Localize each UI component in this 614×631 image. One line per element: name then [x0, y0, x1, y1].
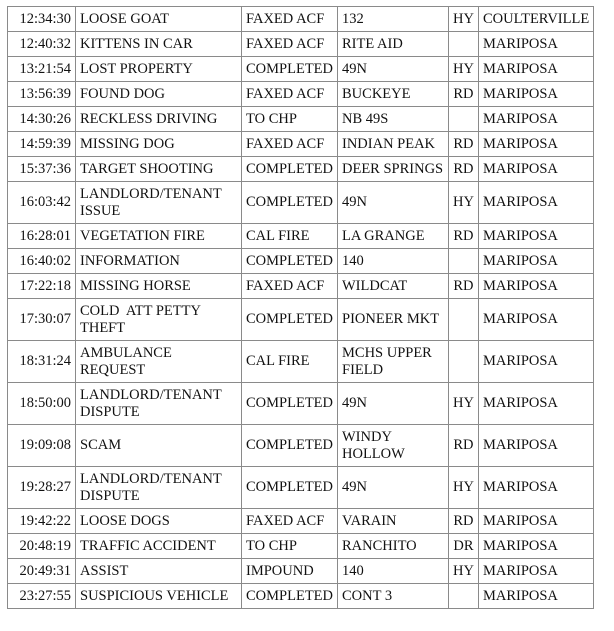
street-suffix-cell: HY: [449, 57, 479, 82]
city-cell: MARIPOSA: [478, 534, 593, 559]
time-cell: 20:49:31: [8, 559, 76, 584]
disposition-cell: CAL FIRE: [242, 341, 338, 383]
time-cell: 14:30:26: [8, 107, 76, 132]
call-type-cell: LOOSE DOGS: [76, 509, 242, 534]
city-cell: MARIPOSA: [478, 274, 593, 299]
disposition-cell: COMPLETED: [242, 383, 338, 425]
location-cell: BUCKEYE: [338, 82, 449, 107]
street-suffix-cell: [449, 299, 479, 341]
table-row: [8, 509, 594, 534]
disposition-cell: COMPLETED: [242, 425, 338, 467]
call-type-cell: LOST PROPERTY: [76, 57, 242, 82]
street-suffix-cell: [449, 341, 479, 383]
street-suffix-cell: RD: [449, 132, 479, 157]
table-row: [8, 341, 594, 383]
call-log-table: [7, 6, 594, 609]
disposition-cell: TO CHP: [242, 534, 338, 559]
call-type-cell: LANDLORD/TENANT DISPUTE: [76, 467, 242, 509]
street-suffix-cell: HY: [449, 7, 479, 32]
location-cell: WILDCAT: [338, 274, 449, 299]
city-cell: MARIPOSA: [478, 383, 593, 425]
call-type-cell: TARGET SHOOTING: [76, 157, 242, 182]
street-suffix-cell: HY: [449, 182, 479, 224]
city-cell: MARIPOSA: [478, 559, 593, 584]
call-type-cell: SCAM: [76, 425, 242, 467]
street-suffix-cell: RD: [449, 274, 479, 299]
location-cell: RANCHITO: [338, 534, 449, 559]
table-row: [8, 132, 594, 157]
call-type-cell: SUSPICIOUS VEHICLE: [76, 584, 242, 609]
time-cell: 16:28:01: [8, 224, 76, 249]
call-type-cell: LANDLORD/TENANT DISPUTE: [76, 383, 242, 425]
call-log-container: [7, 6, 594, 609]
disposition-cell: COMPLETED: [242, 299, 338, 341]
time-cell: 15:37:36: [8, 157, 76, 182]
time-cell: 13:21:54: [8, 57, 76, 82]
city-cell: MARIPOSA: [478, 509, 593, 534]
street-suffix-cell: RD: [449, 509, 479, 534]
street-suffix-cell: RD: [449, 224, 479, 249]
location-cell: INDIAN PEAK: [338, 132, 449, 157]
city-cell: MARIPOSA: [478, 57, 593, 82]
street-suffix-cell: HY: [449, 383, 479, 425]
disposition-cell: COMPLETED: [242, 157, 338, 182]
time-cell: 16:03:42: [8, 182, 76, 224]
disposition-cell: COMPLETED: [242, 584, 338, 609]
disposition-cell: CAL FIRE: [242, 224, 338, 249]
location-cell: WINDY HOLLOW: [338, 425, 449, 467]
street-suffix-cell: RD: [449, 82, 479, 107]
table-row: [8, 107, 594, 132]
disposition-cell: FAXED ACF: [242, 509, 338, 534]
city-cell: MARIPOSA: [478, 584, 593, 609]
time-cell: 12:34:30: [8, 7, 76, 32]
time-cell: 12:40:32: [8, 32, 76, 57]
city-cell: MARIPOSA: [478, 157, 593, 182]
street-suffix-cell: HY: [449, 559, 479, 584]
time-cell: 16:40:02: [8, 249, 76, 274]
call-type-cell: INFORMATION: [76, 249, 242, 274]
city-cell: MARIPOSA: [478, 224, 593, 249]
location-cell: 49N: [338, 182, 449, 224]
table-row: [8, 32, 594, 57]
table-row: [8, 467, 594, 509]
disposition-cell: FAXED ACF: [242, 274, 338, 299]
disposition-cell: FAXED ACF: [242, 32, 338, 57]
call-type-cell: MISSING HORSE: [76, 274, 242, 299]
table-row: [8, 534, 594, 559]
table-row: [8, 7, 594, 32]
disposition-cell: TO CHP: [242, 107, 338, 132]
location-cell: 49N: [338, 383, 449, 425]
street-suffix-cell: [449, 32, 479, 57]
time-cell: 18:50:00: [8, 383, 76, 425]
street-suffix-cell: [449, 584, 479, 609]
location-cell: 140: [338, 559, 449, 584]
disposition-cell: FAXED ACF: [242, 132, 338, 157]
time-cell: 19:28:27: [8, 467, 76, 509]
time-cell: 14:59:39: [8, 132, 76, 157]
street-suffix-cell: HY: [449, 467, 479, 509]
time-cell: 17:30:07: [8, 299, 76, 341]
location-cell: NB 49S: [338, 107, 449, 132]
call-type-cell: AMBULANCE REQUEST: [76, 341, 242, 383]
city-cell: MARIPOSA: [478, 341, 593, 383]
location-cell: VARAIN: [338, 509, 449, 534]
city-cell: MARIPOSA: [478, 182, 593, 224]
table-row: [8, 82, 594, 107]
street-suffix-cell: RD: [449, 157, 479, 182]
street-suffix-cell: DR: [449, 534, 479, 559]
time-cell: 17:22:18: [8, 274, 76, 299]
disposition-cell: COMPLETED: [242, 57, 338, 82]
city-cell: MARIPOSA: [478, 82, 593, 107]
call-type-cell: ASSIST: [76, 559, 242, 584]
table-row: [8, 157, 594, 182]
table-row: [8, 559, 594, 584]
table-row: [8, 224, 594, 249]
time-cell: 23:27:55: [8, 584, 76, 609]
location-cell: 140: [338, 249, 449, 274]
call-type-cell: COLD ATT PETTY THEFT: [76, 299, 242, 341]
call-type-cell: KITTENS IN CAR: [76, 32, 242, 57]
disposition-cell: COMPLETED: [242, 182, 338, 224]
call-log-body: [8, 7, 594, 609]
location-cell: DEER SPRINGS: [338, 157, 449, 182]
time-cell: 18:31:24: [8, 341, 76, 383]
location-cell: RITE AID: [338, 32, 449, 57]
time-cell: 19:42:22: [8, 509, 76, 534]
street-suffix-cell: [449, 107, 479, 132]
city-cell: COULTERVILLE: [478, 7, 593, 32]
table-row: [8, 299, 594, 341]
disposition-cell: IMPOUND: [242, 559, 338, 584]
city-cell: MARIPOSA: [478, 107, 593, 132]
call-type-cell: RECKLESS DRIVING: [76, 107, 242, 132]
disposition-cell: FAXED ACF: [242, 7, 338, 32]
disposition-cell: FAXED ACF: [242, 82, 338, 107]
table-row: [8, 57, 594, 82]
city-cell: MARIPOSA: [478, 467, 593, 509]
street-suffix-cell: [449, 249, 479, 274]
table-row: [8, 425, 594, 467]
call-type-cell: FOUND DOG: [76, 82, 242, 107]
call-type-cell: TRAFFIC ACCIDENT: [76, 534, 242, 559]
call-type-cell: VEGETATION FIRE: [76, 224, 242, 249]
time-cell: 13:56:39: [8, 82, 76, 107]
call-type-cell: MISSING DOG: [76, 132, 242, 157]
table-row: [8, 584, 594, 609]
location-cell: CONT 3: [338, 584, 449, 609]
table-row: [8, 182, 594, 224]
city-cell: MARIPOSA: [478, 32, 593, 57]
location-cell: 132: [338, 7, 449, 32]
location-cell: 49N: [338, 467, 449, 509]
city-cell: MARIPOSA: [478, 299, 593, 341]
city-cell: MARIPOSA: [478, 249, 593, 274]
disposition-cell: COMPLETED: [242, 467, 338, 509]
location-cell: 49N: [338, 57, 449, 82]
call-type-cell: LANDLORD/TENANT ISSUE: [76, 182, 242, 224]
location-cell: LA GRANGE: [338, 224, 449, 249]
table-row: [8, 249, 594, 274]
call-type-cell: LOOSE GOAT: [76, 7, 242, 32]
location-cell: MCHS UPPER FIELD: [338, 341, 449, 383]
time-cell: 20:48:19: [8, 534, 76, 559]
table-row: [8, 383, 594, 425]
disposition-cell: COMPLETED: [242, 249, 338, 274]
city-cell: MARIPOSA: [478, 425, 593, 467]
time-cell: 19:09:08: [8, 425, 76, 467]
table-row: [8, 274, 594, 299]
street-suffix-cell: RD: [449, 425, 479, 467]
location-cell: PIONEER MKT: [338, 299, 449, 341]
city-cell: MARIPOSA: [478, 132, 593, 157]
